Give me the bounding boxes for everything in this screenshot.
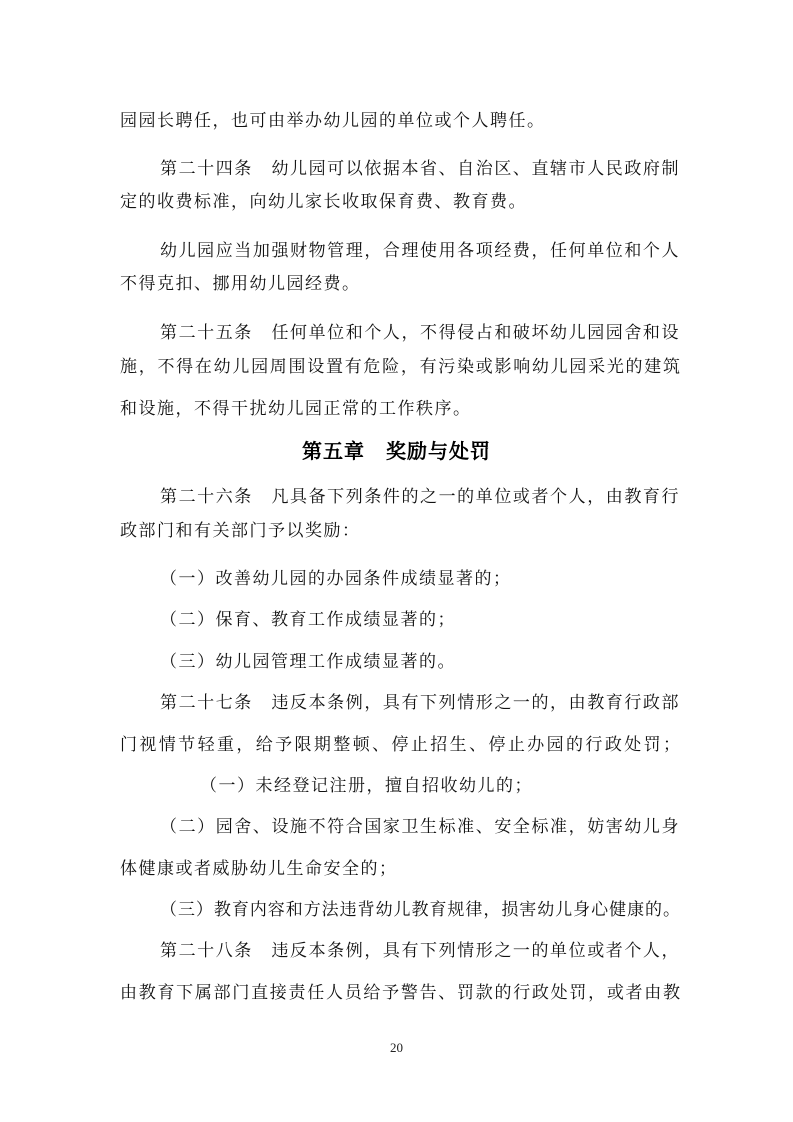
list-item: （二）保育、教育工作成绩显著的； (160, 610, 456, 630)
text-line: 施，不得在幼儿园周围设置有危险，有污染或影响幼儿园采光的建筑 (120, 357, 680, 377)
article-24: 第二十四条 幼儿园可以依据本省、自治区、直辖市人民政府制 (160, 159, 680, 179)
chapter-heading: 第五章 奖励与处罚 (302, 439, 491, 463)
article-28: 第二十八条 违反本条例，具有下列情形之一的单位或者个人， (160, 941, 680, 961)
text-line: 幼儿园应当加强财物管理，合理使用各项经费，任何单位和个人 (160, 241, 680, 261)
text-line: 门视情节轻重，给予限期整顿、停止招生、停止办园的行政处罚； (120, 735, 680, 755)
text-line: 体健康或者威胁幼儿生命安全的； (120, 859, 398, 879)
list-item: （一）未经登记注册，擅自招收幼儿的； (200, 776, 533, 796)
text-line: 和设施，不得干扰幼儿园正常的工作秩序。 (120, 399, 472, 419)
text-line: 由教育下属部门直接责任人员给予警告、罚款的行政处罚，或者由教 (120, 983, 680, 1003)
list-item: （二）园舍、设施不符合国家卫生标准、安全标准，妨害幼儿身 (160, 817, 680, 837)
text-line: 不得克扣、挪用幼儿园经费。 (120, 274, 361, 294)
text-line: 园园长聘任，也可由举办幼儿园的单位或个人聘任。 (120, 111, 546, 131)
list-item: （一）改善幼儿园的办园条件成绩显著的； (160, 569, 512, 589)
article-27: 第二十七条 违反本条例，具有下列情形之一的，由教育行政部 (160, 693, 680, 713)
page-number: 20 (390, 1040, 403, 1055)
list-item: （三）幼儿园管理工作成绩显著的。 (160, 652, 456, 672)
text-line: 定的收费标准，向幼儿家长收取保育费、教育费。 (120, 192, 527, 212)
text-line: 政部门和有关部门予以奖励： (120, 521, 361, 541)
article-25: 第二十五条 任何单位和个人，不得侵占和破坏幼儿园园舍和设 (160, 323, 680, 343)
list-item: （三）教育内容和方法违背幼儿教育规律，损害幼儿身心健康的。 (160, 900, 680, 920)
article-26: 第二十六条 凡具备下列条件的之一的单位或者个人，由教育行 (160, 487, 680, 507)
